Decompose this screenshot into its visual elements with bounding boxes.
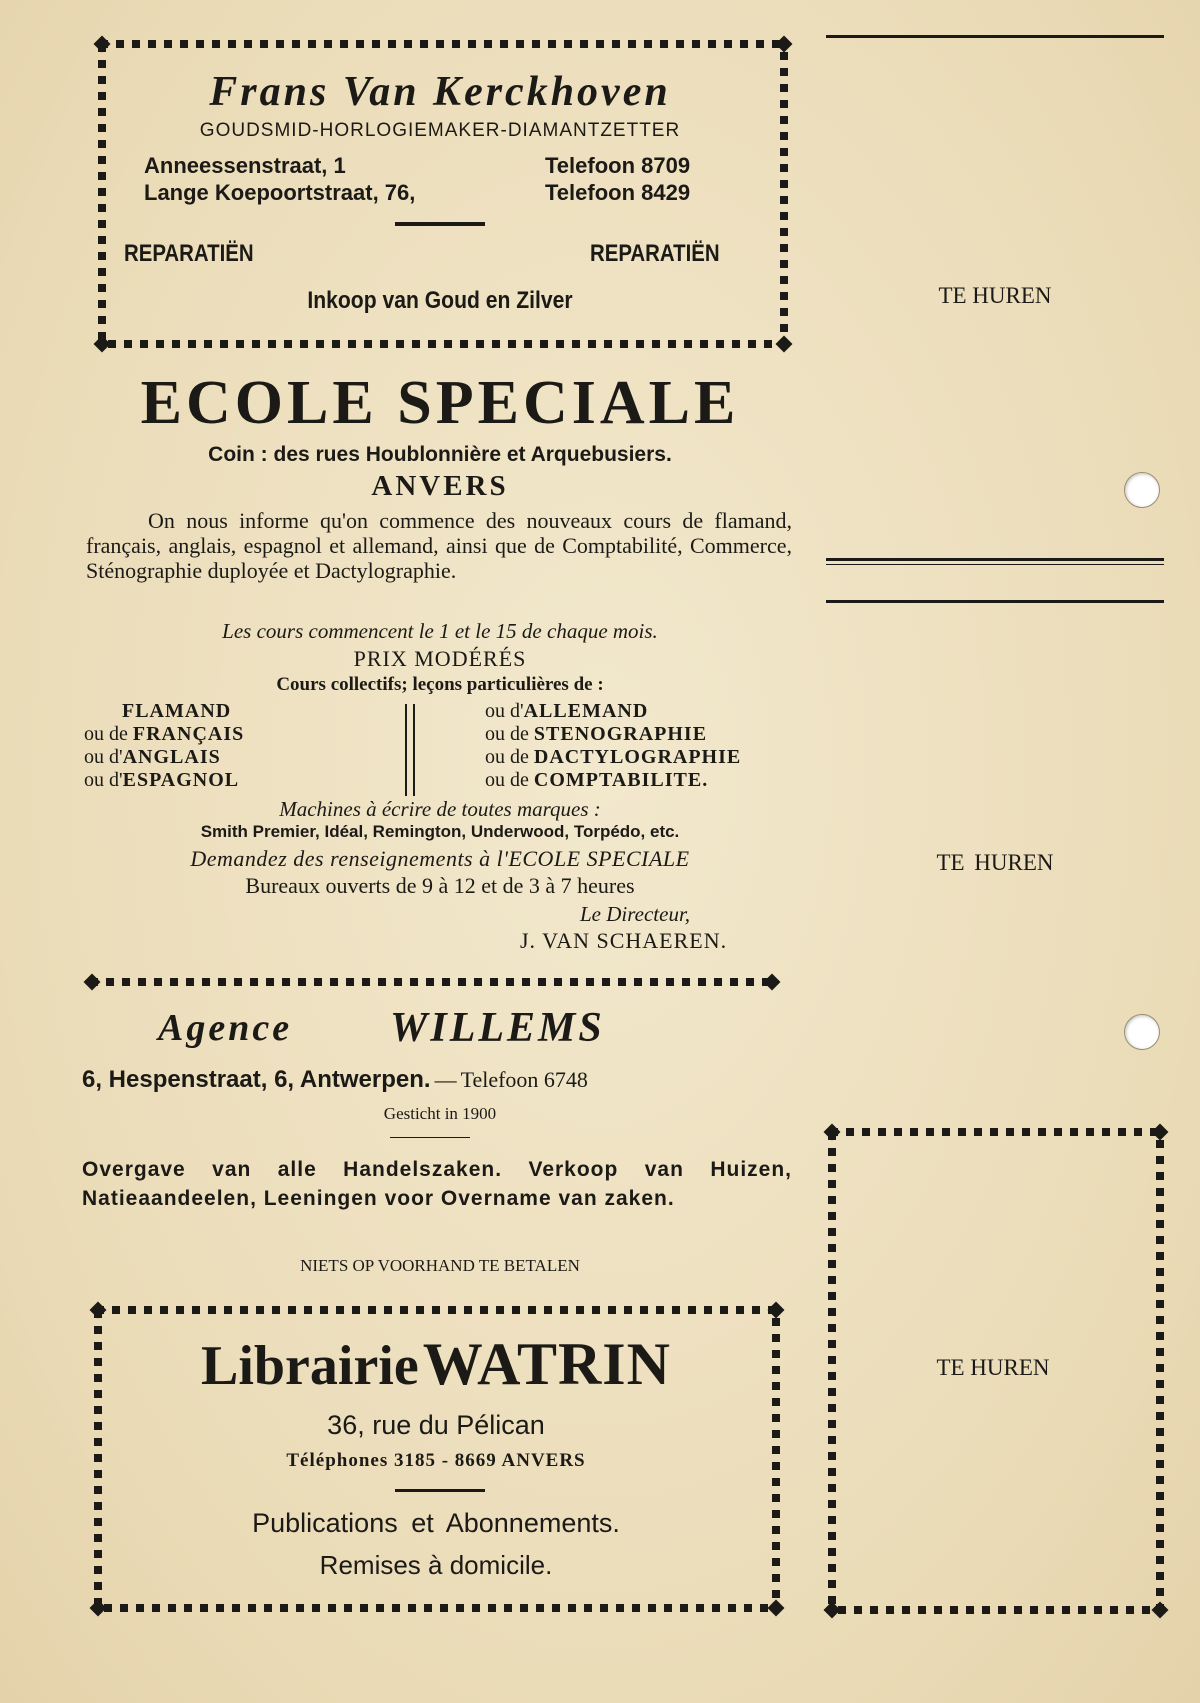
subject-name: DACTYLOGRAPHIE <box>533 746 742 768</box>
subject-item <box>485 700 741 723</box>
subject-item <box>485 769 741 792</box>
bookshop-publications: Publications et Abonnements. <box>252 1508 620 1538</box>
agency-phone: Telefoon 6748 <box>460 1067 588 1092</box>
school-city: ANVERS <box>371 470 509 502</box>
subject-name: STENOGRAPHIE <box>533 723 708 745</box>
jeweler-phone-1: Telefoon 8709 <box>545 153 691 178</box>
subject-item <box>84 769 244 792</box>
ad-border-right <box>780 44 788 344</box>
bookshop-name: WATRIN <box>422 1331 671 1397</box>
divider <box>395 1489 485 1492</box>
agency-contact-line <box>82 1066 792 1094</box>
subject-name: ALLEMAND <box>523 700 649 722</box>
column-divider <box>405 704 407 796</box>
subject-name: FLAMAND <box>122 700 232 722</box>
bookshop-title <box>106 1330 766 1399</box>
slot-border-right <box>1156 1132 1164 1610</box>
jeweler-address-2: Lange Koepoortstraat, 76, <box>144 180 416 205</box>
school-corner: Coin : des rues Houblonnière et Arquebusiers. <box>208 443 672 466</box>
agency-name: WILLEMS <box>390 1005 605 1051</box>
director-title: Le Directeur, <box>580 902 691 926</box>
punch-hole <box>1124 1014 1160 1050</box>
typewriter-brands: Smith Premier, Idéal, Remington, Underwood, Torpédo, etc. <box>200 822 680 841</box>
subject-prefix: ou de <box>485 723 534 745</box>
ad-border-left <box>98 44 106 344</box>
jeweler-trade: GOUDSMID-HORLOGIEMAKER-DIAMANTZETTER <box>199 120 681 141</box>
inquire-line: Demandez des renseignements à l'ECOLE SPECIALE <box>190 846 690 871</box>
subject-name: COMPTABILITE. <box>533 769 709 791</box>
ad-border-bottom <box>100 340 780 348</box>
repair-left: REPARATIËN <box>124 240 254 267</box>
ad-border-left <box>94 1310 102 1608</box>
school-prices: PRIX MODÉRÉS <box>353 646 527 671</box>
subjects-right-list <box>485 700 741 792</box>
agency-address: 6, Hespenstraat, 6, Antwerpen. <box>82 1066 431 1093</box>
bookshop-label: Librairie <box>200 1335 419 1397</box>
subject-name: FRANÇAIS <box>132 723 245 745</box>
subject-prefix: ou d' <box>84 746 123 768</box>
bookshop-address: 36, rue du Pélican <box>327 1410 545 1440</box>
divider <box>395 222 485 226</box>
section-separator <box>90 978 770 986</box>
divider <box>390 1137 470 1138</box>
for-rent-slot-1: TE HUREN <box>938 283 1052 308</box>
subject-prefix: ou de <box>485 746 534 768</box>
slot-border-bottom <box>830 1606 1156 1614</box>
jeweler-phone-2: Telefoon 8429 <box>545 180 691 205</box>
school-lessons: Cours collectifs; leçons particulières de : <box>276 674 604 695</box>
agency-dash: — <box>434 1067 457 1092</box>
column-divider <box>413 704 415 796</box>
jeweler-address-1: Anneessenstraat, 1 <box>144 153 346 178</box>
typewriters-heading: Machines à écrire de toutes marques : <box>279 797 601 821</box>
agency-notice: NIETS OP VOORHAND TE BETALEN <box>300 1256 580 1275</box>
subject-prefix: ou d' <box>485 700 524 722</box>
subject-item <box>84 723 244 746</box>
subject-name: ANGLAIS <box>122 746 221 768</box>
school-title: ECOLE SPECIALE <box>140 369 740 437</box>
sidebar-rule <box>826 600 1164 603</box>
subject-item <box>485 746 741 769</box>
ad-border-top <box>96 1306 776 1314</box>
ad-border-right <box>772 1310 780 1608</box>
subject-prefix: ou d' <box>84 769 123 791</box>
bookshop-phones: Téléphones 3185 - 8669 ANVERS <box>286 1450 586 1471</box>
subject-prefix: ou de <box>84 723 133 745</box>
office-hours: Bureaux ouverts de 9 à 12 et de 3 à 7 heures <box>245 873 635 898</box>
ad-border-top <box>100 40 780 48</box>
bookshop-delivery: Remises à domicile. <box>319 1550 553 1580</box>
for-rent-slot-3: TE HUREN <box>936 1355 1050 1380</box>
subject-prefix: ou de <box>485 769 534 791</box>
repair-right: REPARATIËN <box>590 240 720 267</box>
subject-name: ESPAGNOL <box>122 769 240 791</box>
sidebar-rule-top <box>826 35 1164 38</box>
subjects-left-list <box>84 700 244 792</box>
subject-item <box>485 723 741 746</box>
sidebar-rule <box>826 558 1164 561</box>
for-rent-slot-2: TE HUREN <box>936 850 1054 875</box>
agency-label: Agence <box>158 1007 293 1049</box>
gold-silver-purchase: Inkoop van Goud en Zilver <box>307 287 573 314</box>
director-name: J. VAN SCHAEREN. <box>520 928 728 953</box>
school-intro: On nous informe qu'on commence des nouveaux cours de flamand, français, anglais, espagnol et allemand, ainsi que de Comptabilité, Commerce, Sténographie duployée et Dactylographie. <box>86 508 792 583</box>
school-schedule: Les cours commencent le 1 et le 15 de chaque mois. <box>222 619 658 643</box>
ad-border-bottom <box>96 1604 776 1612</box>
slot-border-top <box>830 1128 1156 1136</box>
subject-item <box>84 746 244 769</box>
agency-founded: Gesticht in 1900 <box>383 1104 497 1123</box>
subject-item <box>84 700 244 723</box>
sidebar-rule <box>826 564 1164 565</box>
agency-services: Overgave van alle Handelszaken. Verkoop van Huizen, Natieaandeelen, Leeningen voor Overname van zaken. <box>82 1158 792 1210</box>
punch-hole <box>1124 472 1160 508</box>
jeweler-name: Frans Van Kerckhoven <box>209 69 671 115</box>
